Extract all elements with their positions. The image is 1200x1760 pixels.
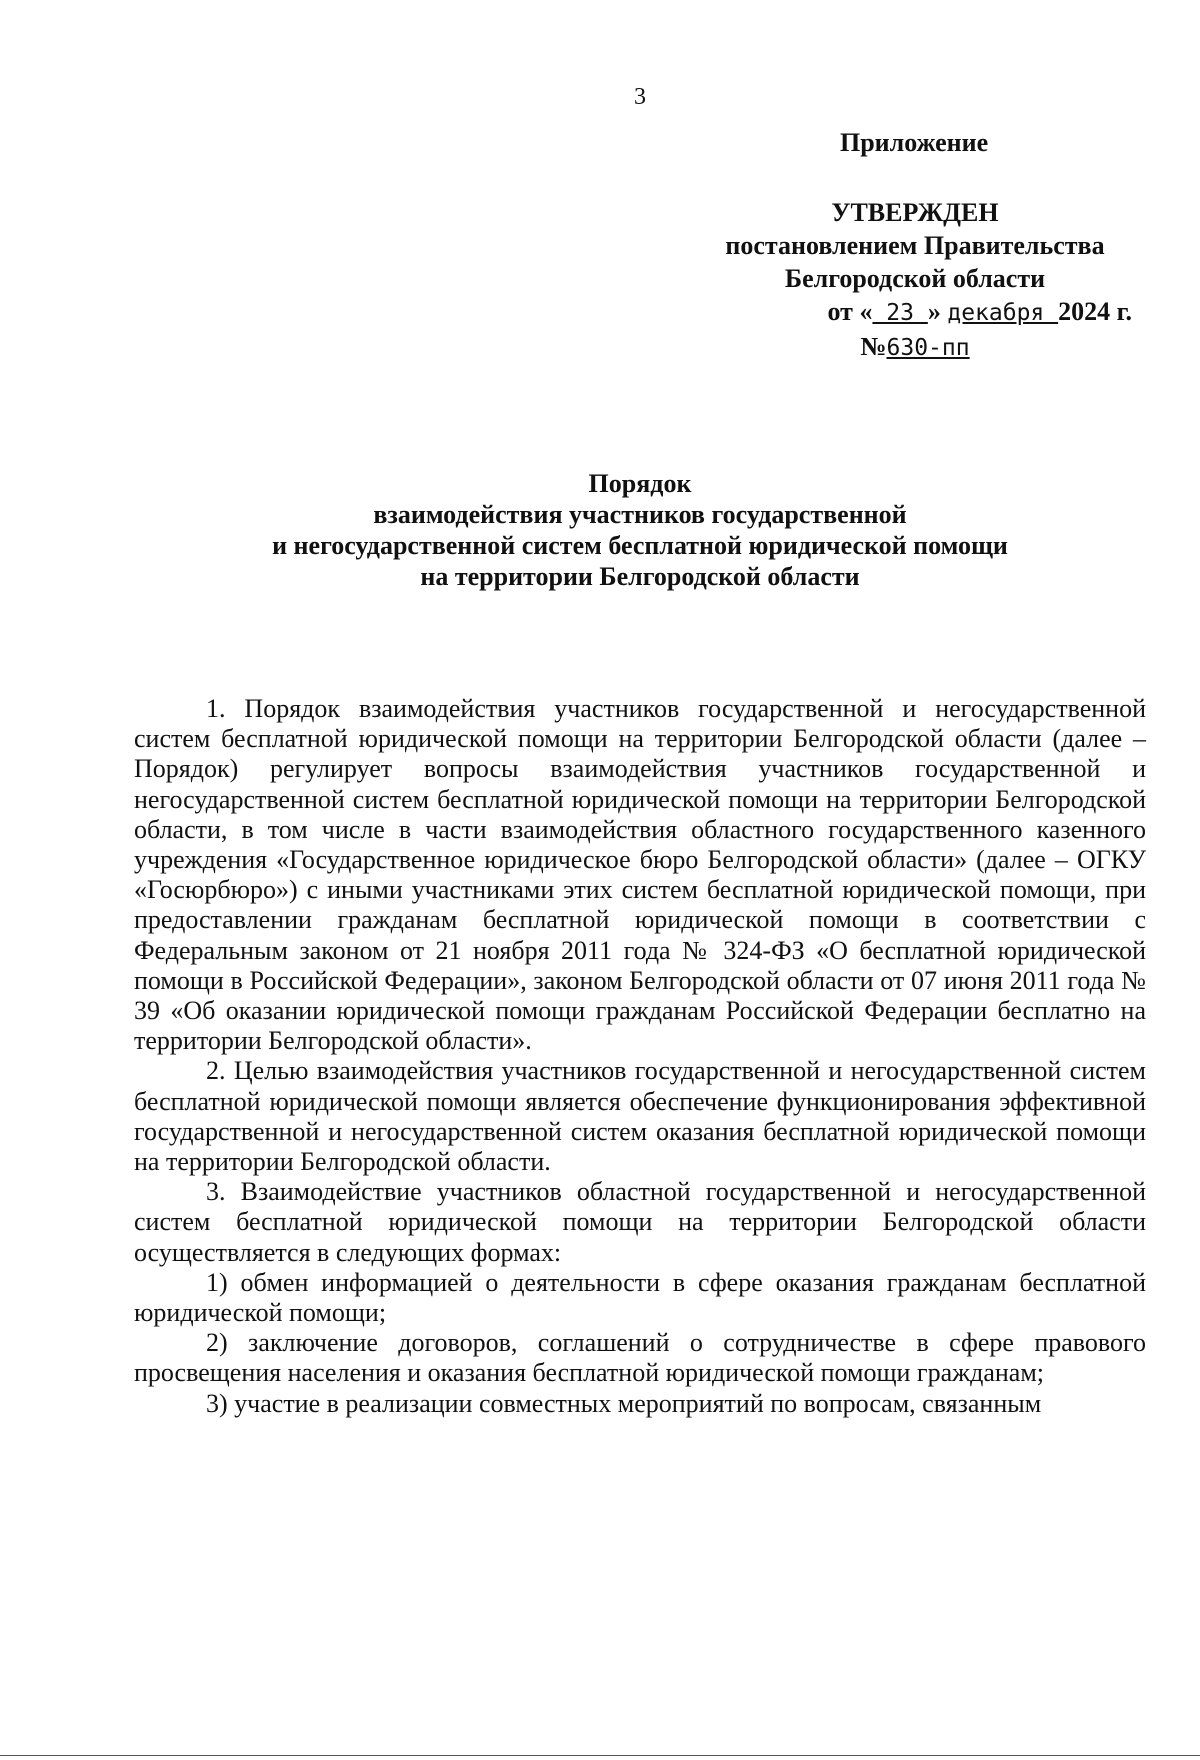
approval-number <box>690 330 1140 365</box>
approval-date-day: 23 <box>872 300 928 326</box>
page-number: 3 <box>634 84 646 110</box>
approval-by-line1: постановлением Правительства <box>725 231 1105 260</box>
approval-date-month: декабря <box>947 300 1059 326</box>
approval-date-prefix: от « <box>827 297 873 326</box>
scan-edge-line <box>0 1755 1200 1756</box>
document-body <box>134 694 1146 1419</box>
list-item-3: 3) участие в реализации совместных мероприятий по вопросам, связанным <box>206 1388 1042 1418</box>
approval-number-value: 630-пп <box>886 335 970 361</box>
title-line-2: взаимодействия участников государственной <box>373 500 907 529</box>
paragraph-3: 3. Взаимодействие участников областной государственной и негосударственной систем бесплатной юридической помощи на территории Белгородской области осуществляется в следующих формах: <box>134 1177 1146 1267</box>
title-line-4: на территории Белгородской области <box>420 562 860 591</box>
title-line-1: Порядок <box>588 469 692 498</box>
approval-by-line2: Белгородской области <box>784 264 1046 293</box>
approval-approved: УТВЕРЖДЕН <box>831 198 999 227</box>
approval-date-year: 2024 г. <box>1058 297 1132 326</box>
paragraph-2: 2. Целью взаимодействия участников государственной и негосударственной систем бесплатной юридической помощи является обеспечение функционирования эффективной государственной и негосударственной систем оказания бесплатной юридической помощи на территории Белгородской области. <box>134 1056 1146 1177</box>
approval-date <box>690 295 1140 330</box>
title-line-3: и негосударственной систем бесплатной юридической помощи <box>272 531 1008 560</box>
approval-stamp <box>690 196 1140 365</box>
list-item-1: 1) обмен информацией о деятельности в сфере оказания гражданам бесплатной юридической помощи; <box>134 1267 1146 1328</box>
document-title <box>150 468 1130 592</box>
approval-date-mid: » <box>927 297 948 326</box>
approval-number-prefix: № <box>860 332 887 361</box>
appendix-label: Приложение <box>840 128 989 157</box>
list-item-2: 2) заключение договоров, соглашений о сотрудничестве в сфере правового просвещения населения и оказания бесплатной юридической помощи гражданам; <box>134 1328 1146 1388</box>
paragraph-1: 1. Порядок взаимодействия участников государственной и негосударственной систем бесплатной юридической помощи на территории Белгородской области (далее – Порядок) регулирует вопросы взаимодействия участников государственной и негосударственной систем бесплатной юридической помощи на территории Белгородской области, в том числе в части взаимодействия областного государственного казенного учреждения «Государственное юридическое бюро Белгородской области» (далее – ОГКУ «Госюрбюро») с иными участниками этих систем бесплатной юридической помощи, при предоставлении гражданам бесплатной юридической помощи в соответствии с Федеральным законом от 21 ноября 2011 года № 324-ФЗ «О бесплатной юридической помощи в Российской Федерации», законом Белгородской области от 07 июня 2011 года № 39 «Об оказании юридической помощи гражданам Российской Федерации бесплатно на территории Белгородской области». <box>134 694 1146 1056</box>
